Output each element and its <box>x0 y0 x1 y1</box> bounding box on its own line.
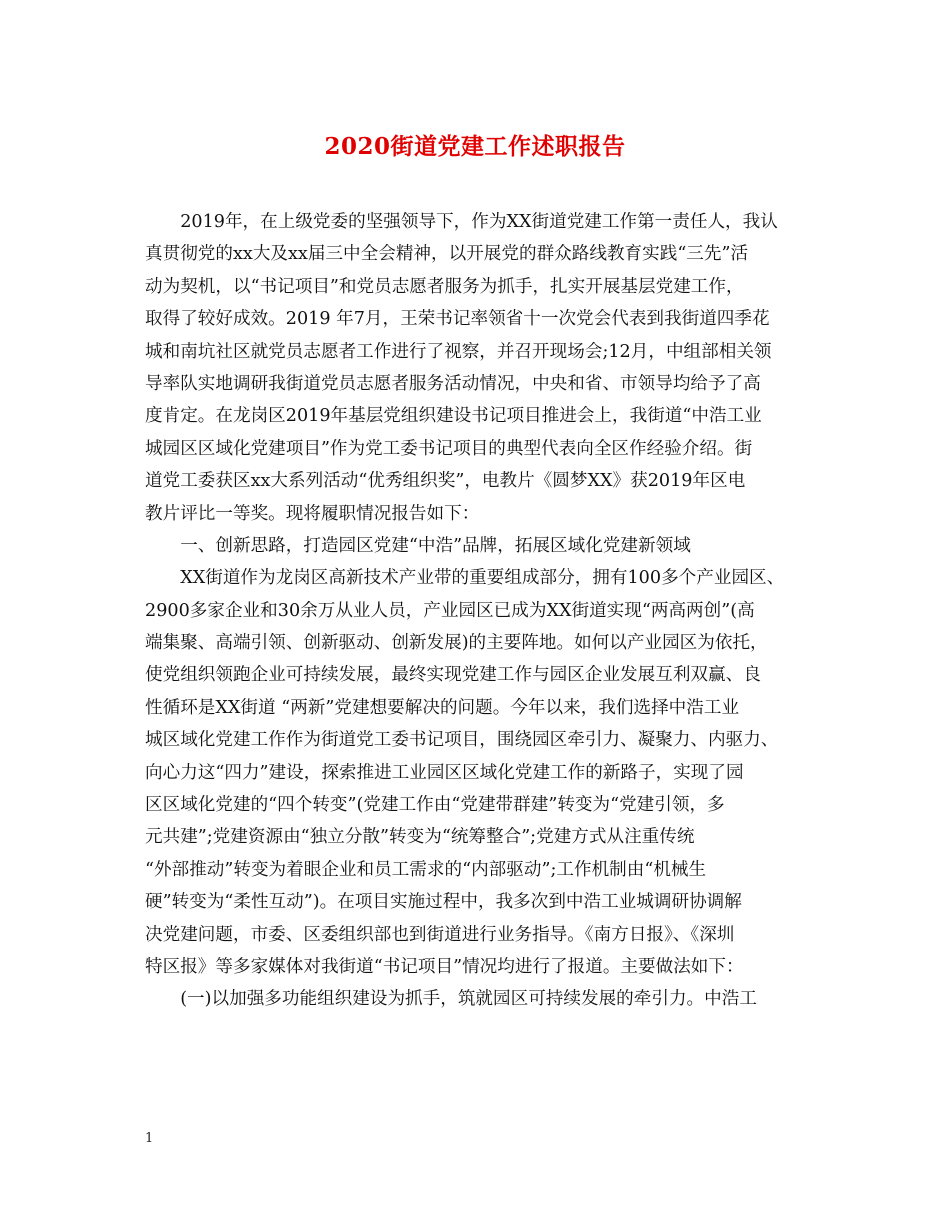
body-line: 硬”转变为“柔性互动”)。在项目实施过程中，我多次到中浩工业城调研协调解 <box>145 892 742 913</box>
body-line: 区区域化党建的“四个转变”(党建工作由“党建带群建”转变为“党建引领，多 <box>145 795 725 816</box>
body-line: 真贯彻党的xx大及xx届三中全会精神，以开展党的群众路线教育实践“三先”活 <box>145 244 749 265</box>
body-line: 城和南坑社区就党员志愿者工作进行了视察，并召开现场会;12月，中组部相关领 <box>145 341 772 362</box>
body-line: 性循环是XX街道 “两新”党建想要解决的问题。今年以来，我们选择中浩工业 <box>145 697 740 718</box>
body-line: 导率队实地调研我街道党员志愿者服务活动情况，中央和省、市领导均给予了高 <box>145 373 761 394</box>
document-body <box>145 206 809 1016</box>
body-line: “外部推动”转变为着眼企业和员工需求的“内部驱动”;工作机制由“机械生 <box>145 859 707 880</box>
body-line: XX街道作为龙岗区高新技术产业带的重要组成部分，拥有100多个产业园区、 <box>145 568 785 589</box>
body-line: 取得了较好成效。2019 年7月，王荣书记率领省十一次党会代表到我街道四季花 <box>145 309 770 330</box>
section-heading: 一、创新思路，打造园区党建“中浩”品牌，拓展区域化党建新领域 <box>145 535 691 556</box>
body-line: 度肯定。在龙岗区2019年基层党组织建设书记项目推进会上，我街道“中浩工业 <box>145 406 762 427</box>
body-line: 决党建问题，市委、区委组织部也到街道进行业务指导。《南方日报》、《深圳 <box>145 924 735 945</box>
body-line: 特区报》等多家媒体对我街道“书记项目”情况均进行了报道。主要做法如下： <box>145 956 744 977</box>
subsection-heading: (一)以加强多功能组织建设为抓手，筑就园区可持续发展的牵引力。中浩工 <box>145 989 757 1010</box>
body-line: 道党工委获区xx大系列活动“优秀组织奖”，电教片《圆梦XX》获2019年区电 <box>145 471 746 492</box>
body-line: 城园区区域化党建项目”作为党工委书记项目的典型代表向全区作经验介绍。街 <box>145 438 753 459</box>
body-line: 动为契机，以“书记项目”和党员志愿者服务为抓手，扎实开展基层党建工作， <box>145 276 744 297</box>
page-number: 1 <box>145 1131 154 1146</box>
body-line: 使党组织领跑企业可持续发展，最终实现党建工作与园区企业发展互利双赢、良 <box>145 665 761 686</box>
body-line: 向心力这“四力”建设，探索推进工业园区区域化党建工作的新路子，实现了园 <box>145 762 744 783</box>
body-line: 端集聚、高端引领、创新驱动、创新发展)的主要阵地。如何以产业园区为依托， <box>145 633 768 654</box>
body-line: 教片评比一等奖。现将履职情况报告如下： <box>145 503 480 524</box>
body-line: 2900多家企业和30余万从业人员，产业园区已成为XX街道实现“两高两创”(高 <box>145 600 755 621</box>
body-line: 元共建”;党建资源由“独立分散”转变为“统筹整合”;党建方式从注重传统 <box>145 827 695 848</box>
body-line: 城区域化党建工作作为街道党工委书记项目，围绕园区牵引力、凝聚力、内驱力、 <box>145 730 779 751</box>
body-line: 2019年，在上级党委的坚强领导下，作为XX街道党建工作第一责任人，我认 <box>145 212 778 232</box>
document-title: 2020街道党建工作述职报告 <box>324 133 626 160</box>
